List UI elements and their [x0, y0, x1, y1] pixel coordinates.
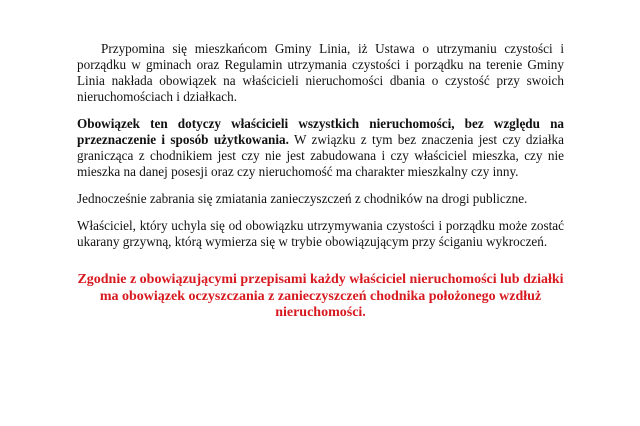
- paragraph-prohibition: Jednocześnie zabrania się zmiatania zanieczyszczeń z chodników na drogi publiczne.: [77, 191, 528, 206]
- paragraph-obligation: [77, 116, 564, 180]
- document-body: [77, 41, 564, 333]
- obligation-bold-text: Obowiązek ten dotyczy właścicieli wszystkich nieruchomości, bez względu na przeznaczenie i sposób użytkowania.: [77, 116, 564, 147]
- notice-red: Zgodnie z obowiązującymi przepisami każdy właściciel nieruchomości lub działki ma obowiązek oczyszczania z zanieczyszczeń chodnika położonego wzdłuż nieruchomości.: [77, 272, 564, 320]
- paragraph-penalty: Właściciel, który uchyla się od obowiązku utrzymywania czystości i porządku może zostać ukarany grzywną, którą wymierza się w trybie obowiązującym przy ściganiu wykroczeń.: [77, 218, 564, 249]
- paragraph-reminder: Przypomina się mieszkańcom Gminy Linia, iż Ustawa o utrzymaniu czystości i porządku w gminach oraz Regulamin utrzymania czystości i porządku na terenie Gminy Linia nakłada obowiązek na właścicieli nieruchomości dbania o czystość przy swoich nieruchomościach i działkach.: [77, 41, 564, 104]
- obligation-text: W związku z tym bez znaczenia jest czy działka granicząca z chodnikiem jest czy nie jest zabudowana i czy właściciel mieszka, czy nie mieszka na danej posesji oraz czy nieruchomość ma charakter mieszkalny czy inny.: [77, 132, 565, 179]
